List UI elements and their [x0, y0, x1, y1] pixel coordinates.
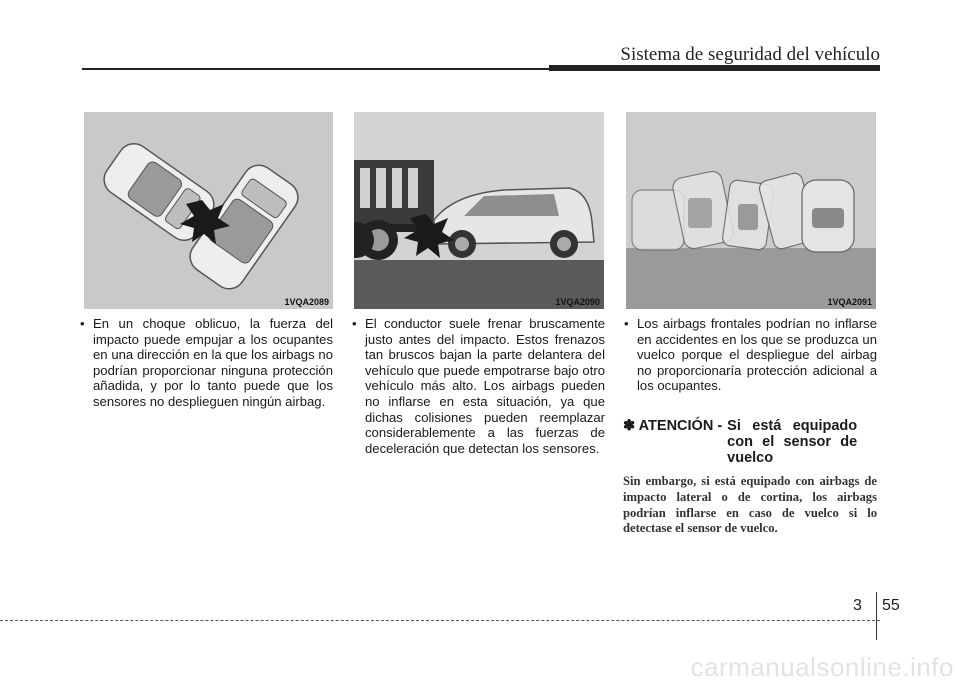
bullet-text: El conductor suele frenar bruscamente justo antes del impacto. Estos frenazos tan bruscos bajan la parte delantera del vehículo que puede empotrarse bajo otro vehículo más alto. Los airbags pueden no inflarse en esta situación, ya que dichas colisiones pueden reemplazar considerablemente a las fuerzas de deceleración que detectan los sensores. — [365, 316, 605, 456]
bullet-item — [623, 316, 877, 394]
bullet-item — [351, 316, 605, 456]
column-2 — [351, 316, 605, 456]
header-rule-thin — [82, 68, 552, 70]
bullet-dot: • — [624, 316, 629, 331]
underride-collision-illustration — [354, 112, 604, 309]
attention-label: ✽ ATENCIÓN - — [623, 417, 723, 434]
image-code: 1VQA2089 — [284, 297, 329, 307]
bullet-text: En un choque oblicuo, la fuerza del impacto puede empujar a los ocupantes en una dirección en la que los airbags no podrían proporcionar ninguna protección añadida, y por lo tanto puede que los sensores no desplieguen ningún airbag. — [93, 316, 333, 409]
page-number: 55 — [882, 597, 900, 614]
attention-subheading: Si está equipado con el sensor de vuelco — [727, 417, 858, 466]
rollover-illustration — [626, 112, 876, 309]
bullet-item — [79, 316, 333, 410]
image-code: 1VQA2090 — [555, 297, 600, 307]
page-header-title: Sistema de seguridad del vehículo — [620, 44, 880, 65]
image-code: 1VQA2091 — [827, 297, 872, 307]
page-number-divider — [876, 592, 877, 640]
bullet-dot: • — [352, 316, 357, 331]
attention-heading — [623, 418, 877, 466]
watermark: carmanualsonline.info — [690, 652, 954, 682]
bullet-dot: • — [80, 316, 85, 331]
column-1 — [79, 316, 333, 410]
attention-body: Sin embargo, si está equipado con airbags de impacto lateral o de cortina, los airbags podrían inflarse en caso de vuelco si lo detectase el sensor de vuelco. — [623, 473, 877, 536]
column-3 — [623, 316, 877, 537]
chapter-number: 3 — [853, 597, 862, 614]
header-rule-thick — [549, 65, 880, 71]
oblique-collision-illustration — [84, 112, 333, 309]
footer-rule — [0, 620, 880, 621]
bullet-text: Los airbags frontales podrían no inflarse en accidentes en los que se produzca un vuelco porque el despliegue del airbag no proporcionaría protección adicional a los ocupantes. — [637, 316, 877, 394]
